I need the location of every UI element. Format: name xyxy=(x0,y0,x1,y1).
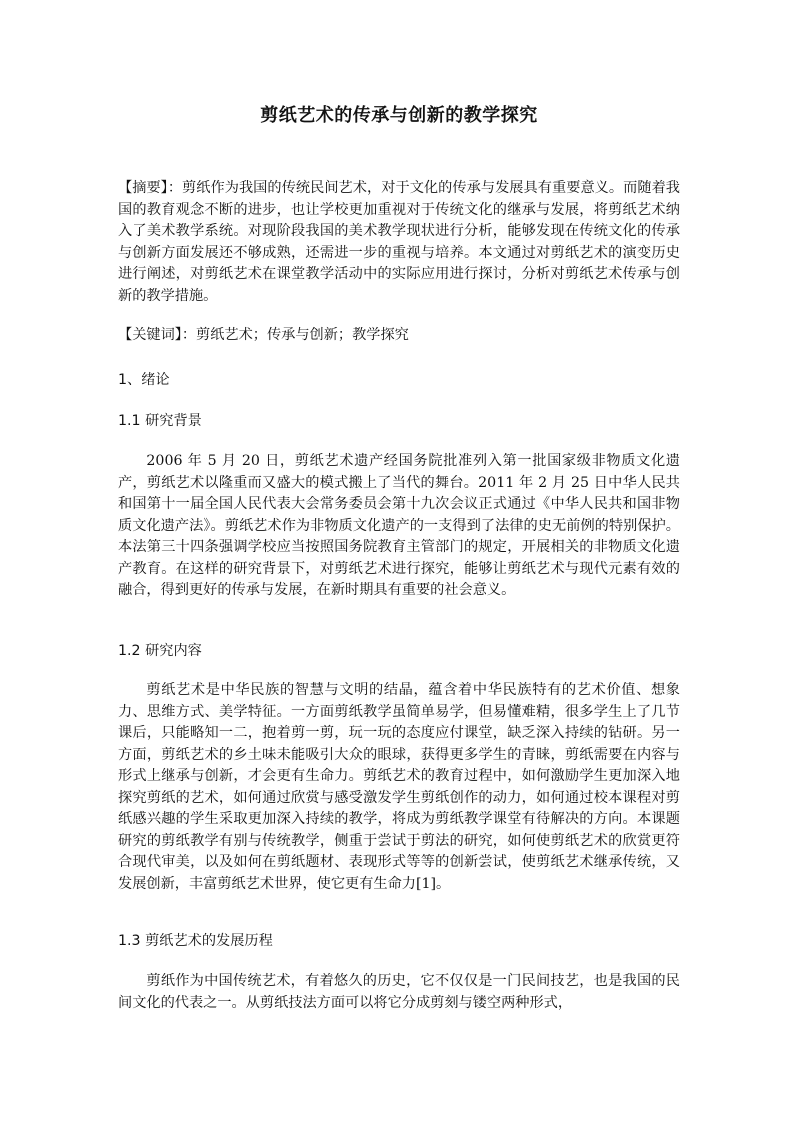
section-heading-content: 1.2 研究内容 xyxy=(118,643,202,659)
section-heading-intro: 1、绪论 xyxy=(118,372,170,388)
background-paragraph: 2006 年 5 月 20 日，剪纸艺术遗产经国务院批准列入第一批国家级非物质文化遗产，剪纸艺术以隆重而又盛大的模式搬上了当代的舞台。2011 年 2 月 25 日中华人民共和国第十一届全国人民代表大会常务委员会第十九次会议正式通过《中华人民共和国非物质文化遗产法》。剪纸艺术作为非物质文化遗产的一支得到了法律的史无前例的特别保护。本法第三十四条强调学校应当按照国务院教育主管部门的规定，开展相关的非物质文化遗产教育。在这样的研究背景下，对剪纸艺术进行探究，能够让剪纸艺术与现代元素有效的融合，得到更好的传承与发展，在新时期具有重要的社会意义。 xyxy=(118,453,680,598)
abstract-paragraph: 【摘要】：剪纸作为我国的传统民间艺术，对于文化的传承与发展具有重要意义。而随着我国的教育观念不断的进步，也让学校更加重视对于传统文化的继承与发展，将剪纸艺术纳入了美术教学系统。对现阶段我国的美术教学现状进行分析，能够发现在传统文化的传承与创新方面发展还不够成熟，还需进一步的重视与培养。本文通过对剪纸艺术的演变历史进行阐述，对剪纸艺术在课堂教学活动中的实际应用进行探讨，分析对剪纸艺术传承与创新的教学措施。 xyxy=(118,180,680,304)
document-title: 剪纸艺术的传承与创新的教学探究 xyxy=(260,105,538,126)
keywords-line: 【关键词】：剪纸艺术；传承与创新；教学探究 xyxy=(118,327,409,343)
content-paragraph: 剪纸艺术是中华民族的智慧与文明的结晶，蕴含着中华民族特有的艺术价值、想象力、思维方式、美学特征。一方面剪纸教学虽简单易学，但易懂难精，很多学生上了几节课后，只能略知一二，抱着剪一剪，玩一玩的态度应付课堂，缺乏深入持续的钻研。另一方面，剪纸艺术的乡土味未能吸引大众的眼球，获得更多学生的青睐，剪纸需要在内容与形式上继承与创新，才会更有生命力。剪纸艺术的教育过程中，如何激励学生更加深入地探究剪纸的艺术，如何通过欣赏与感受激发学生剪纸创作的动力，如何通过校本课程对剪纸感兴趣的学生采取更加深入持续的教学，将成为剪纸教学课堂有待解决的方向。本课题研究的剪纸教学有别与传统教学，侧重于尝试于剪法的研究，如何使剪纸艺术的欣赏更符合现代审美，以及如何在剪纸题材、表现形式等等的创新尝试，使剪纸艺术继承传统，又发展创新，丰富剪纸艺术世界，使它更有生命力[1]。 xyxy=(118,682,680,892)
section-heading-background: 1.1 研究背景 xyxy=(118,413,202,429)
history-paragraph: 剪纸作为中国传统艺术，有着悠久的历史，它不仅仅是一门民间技艺，也是我国的民间文化的代表之一。从剪纸技法方面可以将它分成剪刻与镂空两种形式， xyxy=(118,973,680,1011)
section-heading-history: 1.3 剪纸艺术的发展历程 xyxy=(118,933,273,949)
